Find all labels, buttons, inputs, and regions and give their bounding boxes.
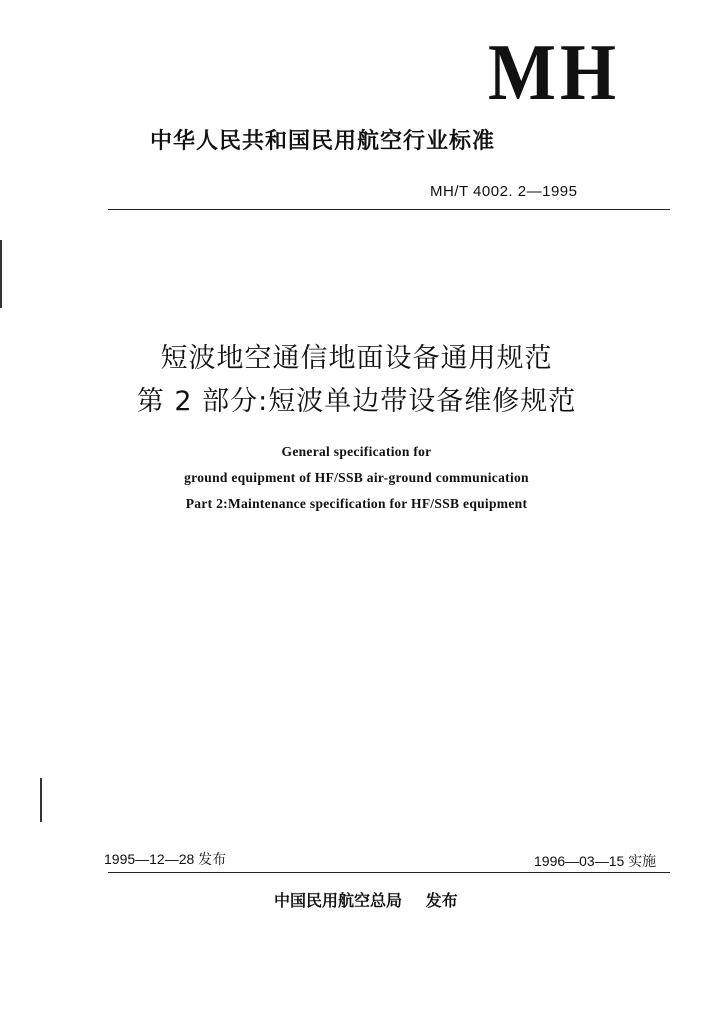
scan-edge-mark <box>0 240 2 308</box>
standard-title: 中华人民共和国民用航空行业标准 <box>150 129 496 154</box>
issue-date: 1995—12—28 发布 <box>104 851 227 867</box>
chinese-title-line-1: 短波地空通信地面设备通用规范 <box>160 343 553 374</box>
english-title-line-1: General specification for <box>281 444 432 459</box>
chinese-title-line-2: 第 2 部分:短波单边带设备维修规范 <box>136 386 577 417</box>
scan-edge-mark <box>40 778 42 822</box>
mh-logo: MH <box>488 27 620 118</box>
header-rule <box>108 209 670 210</box>
implement-date: 1996—03—15 实施 <box>534 853 657 869</box>
publisher: 中国民用航空总局 发布 <box>274 891 458 910</box>
footer-rule <box>108 872 670 873</box>
english-title-line-3: Part 2:Maintenance specification for HF/SSB equipment <box>185 496 528 511</box>
english-title-line-2: ground equipment of HF/SSB air-ground communication <box>184 470 529 485</box>
standard-number: MH/T 4002. 2—1995 <box>430 183 578 200</box>
